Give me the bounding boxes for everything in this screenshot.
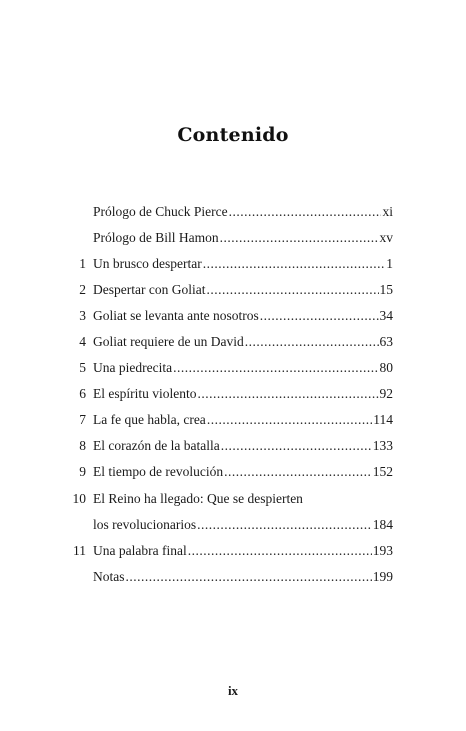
toc-entry-number: 4 [79,334,86,349]
toc-entry-title: Goliat requiere de un David [93,334,244,349]
dot-leader [197,513,372,537]
toc-entry-number: 10 [72,491,86,506]
dot-leader [260,304,379,328]
dot-leader [224,460,372,484]
toc-entry-title: Un brusco despertar [93,256,202,271]
page-title: Contenido [177,124,289,146]
toc-entry-page: 133 [372,438,393,453]
dot-leader [203,252,386,276]
dot-leader [206,278,378,302]
toc-entry-title: los revolucionarios [93,517,197,532]
toc-entry-page: xv [379,230,393,245]
dot-leader [126,565,372,589]
toc-entry-title: El tiempo de revolución [93,464,224,479]
toc-entry-page: 92 [379,386,393,401]
toc-entry-chapter-7[interactable] [0,408,466,432]
toc-entry-title: Una piedrecita [93,360,173,375]
toc-entry-chapter-6[interactable] [0,382,466,406]
toc-entry-title: El corazón de la batalla [93,438,220,453]
toc-entry-prologue-pierce[interactable] [0,200,466,224]
toc-entry-chapter-9[interactable] [0,460,466,484]
toc-entry-title-line1: El Reino ha llegado: Que se despierten [93,491,303,506]
toc-entry-page: 80 [379,360,393,375]
page-number: ix [227,683,239,698]
toc-entry-number: 6 [79,386,86,401]
toc-entry-prologue-hamon[interactable] [0,226,466,250]
toc-entry-page: 184 [372,517,393,532]
dot-leader [221,434,372,458]
toc-entry-number: 1 [79,256,86,271]
toc-entry-number: 8 [79,438,86,453]
toc-entry-title: El espíritu violento [93,386,197,401]
toc-entry-page: 199 [372,569,393,584]
toc-entry-number: 2 [79,282,86,297]
toc-entry-chapter-8[interactable] [0,434,466,458]
toc-entry-number: 7 [79,412,86,427]
toc-entry-chapter-1[interactable] [0,252,466,276]
dot-leader [188,539,372,563]
dot-leader [220,226,379,250]
dot-leader [173,356,378,380]
toc-entry-number: 11 [73,543,86,558]
toc-entry-title: Goliat se levanta ante nosotros [93,308,259,323]
toc-entry-page: 193 [372,543,393,558]
toc-entry-title: Una palabra final [93,543,187,558]
toc-entry-chapter-2[interactable] [0,278,466,302]
dot-leader [245,330,379,354]
toc-entry-number: 5 [79,360,86,375]
toc-entry-page: xi [382,204,393,219]
toc-entry-page: 114 [373,412,393,427]
toc-entry-page: 152 [372,464,393,479]
toc-entry-title: Despertar con Goliat [93,282,206,297]
dot-leader [229,200,382,224]
toc-entry-page: 15 [379,282,393,297]
toc-entry-title: Prólogo de Bill Hamon [93,230,219,245]
toc-entry-notes[interactable] [0,565,466,589]
toc-entry-chapter-11[interactable] [0,539,466,563]
toc-entry-page: 63 [379,334,393,349]
toc-entry-chapter-4[interactable] [0,330,466,354]
toc-entry-chapter-10[interactable] [0,487,466,539]
toc-entry-chapter-3[interactable] [0,304,466,328]
toc-entry-title: La fe que habla, crea [93,412,206,427]
toc-entry-number: 3 [79,308,86,323]
toc-entry-page: 34 [379,308,393,323]
toc-entry-title: Prólogo de Chuck Pierce [93,204,228,219]
toc-entry-page: 1 [386,256,393,271]
toc-entry-number: 9 [79,464,86,479]
toc-entry-title: Notas [93,569,125,584]
dot-leader [198,382,379,406]
toc-entry-chapter-5[interactable] [0,356,466,380]
dot-leader [207,408,372,432]
